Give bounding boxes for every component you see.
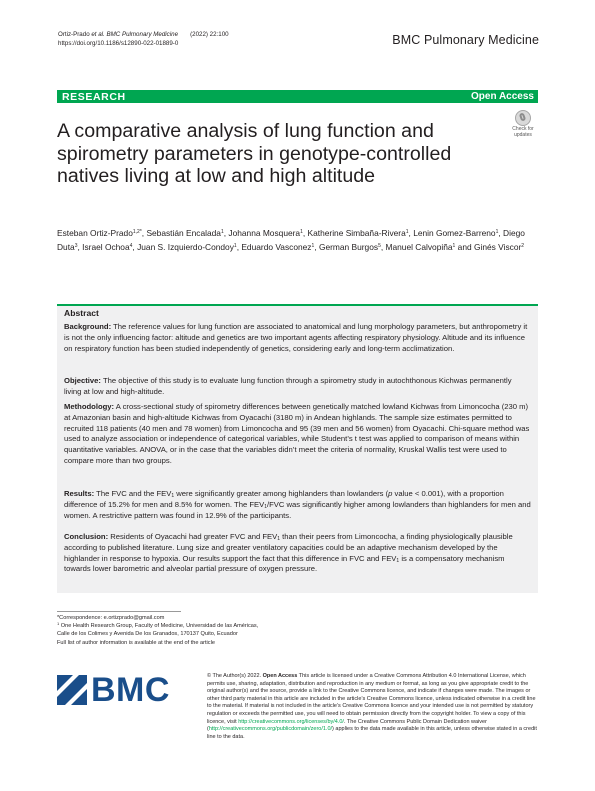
author-affiliation: 1 xyxy=(452,243,456,249)
check-updates-line2: updates xyxy=(514,131,532,138)
author-affiliation: 2 xyxy=(521,243,525,249)
results-subscript: 1 xyxy=(264,503,267,510)
check-updates-line1: Check for xyxy=(512,126,534,132)
objective-text: The objective of this study is to evaluate lung function through a spirometry study in autochthonous Kichwas permanently living at low and high-altitude. xyxy=(64,376,512,396)
results-text: /FVC was significantly higher among lowlanders than highlanders for men and women. A restrictive pattern was found in 12.9% of the participants. xyxy=(64,499,531,520)
author-list xyxy=(57,226,527,254)
author-affiliation: 4 xyxy=(129,243,133,249)
author-separator: and xyxy=(455,242,474,252)
author-name[interactable]: Israel Ochoa xyxy=(82,242,130,252)
article-title: A comparative analysis of lung function and spirometry parameters in genotype-controlled natives living at low and high altitude xyxy=(57,120,452,187)
author-affiliation: 1 xyxy=(405,229,409,235)
author-affiliation: 3 xyxy=(74,243,78,249)
author-name[interactable]: Esteban Ortiz-Prado xyxy=(57,228,133,238)
bmc-logo-text: BMC xyxy=(91,671,170,709)
check-updates-icon xyxy=(515,110,531,126)
full-list-note: Full list of author information is available at the end of the article xyxy=(57,639,215,646)
author-name[interactable]: German Burgos xyxy=(318,242,379,252)
check-for-updates-badge[interactable] xyxy=(508,110,538,140)
affiliation-number: 1 xyxy=(57,621,60,627)
author-name[interactable]: Lenin Gomez-Barreno xyxy=(413,228,496,238)
bmc-logo-mark-icon xyxy=(57,675,89,705)
abstract-heading: Abstract xyxy=(64,308,99,318)
author-separator: , xyxy=(498,228,504,238)
results-label: Results: xyxy=(64,489,95,498)
objective-label: Objective: xyxy=(64,376,101,385)
footnote-divider xyxy=(57,611,181,612)
results-subscript: 1 xyxy=(171,493,175,499)
author-name[interactable]: Diego Duta xyxy=(57,228,525,252)
license-text: ) applies to the data made available in this article, unless otherwise stated in a credit line to the data. xyxy=(207,726,537,740)
public-domain-link[interactable]: http://creativecommons.org/publicdomain/zero/1.0/ xyxy=(208,726,333,733)
author-separator: , xyxy=(223,228,229,238)
affiliation-text: One Health Research Group, Faculty of Medicine, Universidad de las Américas, Calle de los Colimes y Avenida De los Granados, 170137 Quito, Ecuador xyxy=(57,623,259,638)
open-access-bold: Open Access xyxy=(262,673,298,679)
author-separator: , xyxy=(380,242,386,252)
correspondence-label: *Correspondence: xyxy=(57,615,103,621)
author-affiliation: 1 xyxy=(220,229,224,235)
methodology-text: A cross-sectional study of spirometry differences between genetically matched lowland Kichwas from Limoncocha (230 m) at Amazonian basin and high-altitude Kichwas from Oyacachi (3180 m) in Andean highlands. The sample size estimates permitted to recruited 118 patients (40 men and 78 women) from Limoncocha and 95 (39 men and 56 women) from Oyacachi. Chi-square method was used to analyze association or independence of categorical variables, while Student’s t test was applied to comparison of means within quantitative variables. ANOVA, or in the case that the variables didn’t meet the criteria of normality, Kruskal Wallis test were used to compare more than two groups. xyxy=(64,402,530,465)
abstract-objective xyxy=(64,376,531,398)
author-affiliation: 1,2* xyxy=(132,229,142,235)
abstract-background xyxy=(64,322,531,354)
author-separator: , xyxy=(314,242,319,252)
results-text: were significantly greater among highlanders than lowlanders ( xyxy=(174,489,389,498)
author-name[interactable]: Johanna Mosquera xyxy=(228,228,301,238)
author-name[interactable]: Juan S. Izquierdo-Condoy xyxy=(137,242,234,252)
author-name[interactable]: Katherine Simbaña-Rivera xyxy=(307,228,406,238)
conclusion-text: than their peers from Limoncocha, a finding physiologically plausible according to published literature. Lung size and greater ventilatory capacities could be an adaptive mechanism developed by the highlander in response to hypoxia. Our results support the fact that this difference in FVC and FEV xyxy=(64,532,513,563)
citation-volume: (2022) 22:100 xyxy=(190,31,229,38)
author-name[interactable]: Ginés Viscor xyxy=(473,242,522,252)
running-header-citation xyxy=(58,31,229,48)
conclusion-subscript: 1 xyxy=(396,557,400,564)
conclusion-text: is a compensatory mechanism towards lower barometric and alveolar partial pressure of oxygen pressure. xyxy=(64,553,505,574)
author-name[interactable]: Sebastián Encalada xyxy=(146,228,221,238)
footnotes xyxy=(57,614,267,647)
conclusion-subscript: 1 xyxy=(277,536,280,542)
author-separator: , xyxy=(408,228,414,238)
section-label: RESEARCH xyxy=(62,91,126,103)
background-label: Background: xyxy=(64,322,112,331)
conclusion-text: Residents of Oyacachi had greater FVC and FEV xyxy=(110,532,278,541)
results-text: value < 0.001), with a proportion difference of 15.2% for men and 8.5% for women. The FEV xyxy=(64,489,504,509)
license-text: This article is licensed under a Creative Commons Attribution 4.0 International License, which permits use, sharing, adaptation, distribution and reproduction in any medium or format, as long as you give appropriate credit to the original author(s) and the source, provide a link to the Creative Commons licence, and indicate if changes were made. The images or other third party material in this article are included in the article’s Creative Commons licence, unless indicated otherwise in a credit line to the material. If material is not included in the article’s Creative Commons licence and your intended use is not permitted by statutory regulation or exceeds the permitted use, you will need to obtain permission directly from the copyright holder. To view a copy of this licence, visit xyxy=(207,673,536,725)
background-text: The reference values for lung function are associated to anatomical and lung morphology parameters, but anthropometry it is not the only influencing factor: altitude and genetics are two important agents affecting respiratory physiology. Altitude and its influence on respiratory function has been studied independently of genetics, considering early and long-term acclimatization. xyxy=(64,322,528,353)
author-affiliation: 1 xyxy=(495,229,499,235)
license-statement xyxy=(207,673,537,741)
abstract-results xyxy=(64,489,531,521)
abstract-methodology xyxy=(64,402,531,467)
author-name[interactable]: Manuel Calvopiña xyxy=(385,242,453,252)
conclusion-label: Conclusion: xyxy=(64,532,109,541)
doi-link[interactable]: https://doi.org/10.1186/s12890-022-01889-0 xyxy=(58,39,179,47)
journal-name: BMC Pulmonary Medicine xyxy=(392,33,539,47)
section-banner xyxy=(57,90,538,103)
author-separator: , xyxy=(141,228,147,238)
author-affiliation: 1 xyxy=(300,229,303,235)
methodology-label: Methodology: xyxy=(64,402,115,411)
abstract-conclusion xyxy=(64,532,531,575)
results-text: The FVC and the FEV xyxy=(96,489,172,498)
results-p-symbol: p xyxy=(388,489,393,498)
author-separator: , xyxy=(77,242,83,252)
copyright-text: © The Author(s) 2022. xyxy=(207,673,263,679)
author-affiliation: 1 xyxy=(233,243,237,249)
citation-authors: Ortiz-Prado xyxy=(58,31,92,38)
author-affiliation: 5 xyxy=(378,243,381,249)
correspondence-email[interactable]: e.ortizprado@gmail.com xyxy=(103,615,165,621)
author-separator: , xyxy=(302,228,308,238)
author-separator: , xyxy=(236,242,242,252)
bmc-logo xyxy=(57,671,170,709)
author-name[interactable]: Eduardo Vasconez xyxy=(241,242,312,252)
license-link[interactable]: http://creativecommons.org/licenses/by/4.0/ xyxy=(238,718,344,725)
open-access-label: Open Access xyxy=(471,91,534,102)
author-affiliation: 1 xyxy=(311,243,315,249)
license-text: . The Creative Commons Public Domain Dedication waiver ( xyxy=(207,718,487,733)
citation-journal: et al. BMC Pulmonary Medicine xyxy=(91,31,179,38)
author-separator: , xyxy=(132,242,138,252)
